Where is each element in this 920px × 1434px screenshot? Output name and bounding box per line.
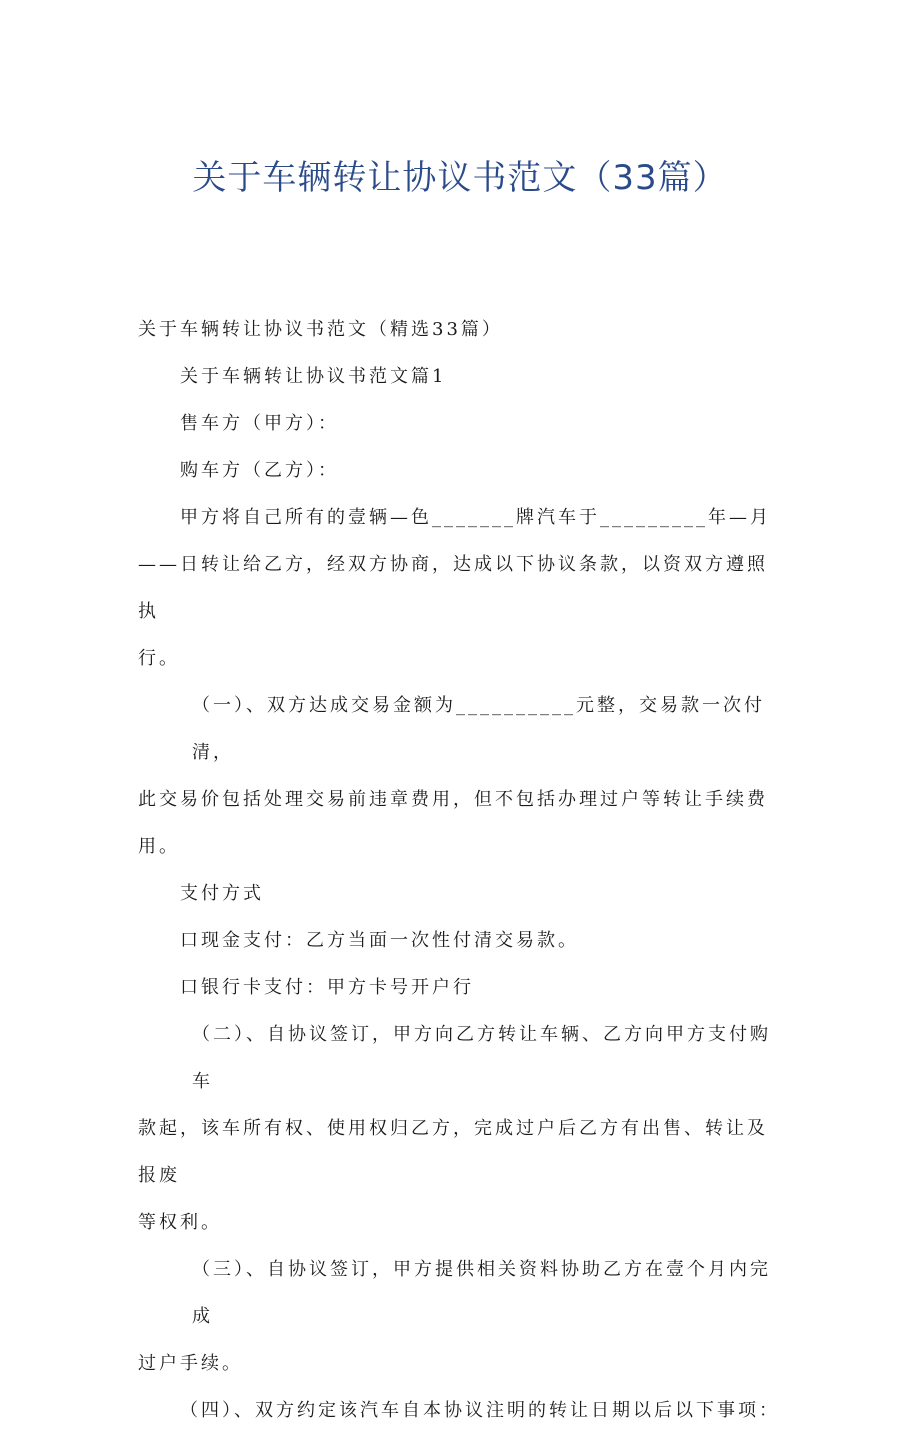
document-title: 关于车辆转让协议书范文（33篇） — [192, 158, 728, 198]
paragraph-line: 等权利。 — [138, 1212, 222, 1233]
card-payment-option: 口银行卡支付：甲方卡号开户行 — [180, 977, 474, 998]
seller-line: 售车方（甲方）： — [180, 413, 339, 434]
payment-method-heading: 支付方式 — [180, 883, 264, 904]
section-heading: 关于车辆转让协议书范文篇1 — [180, 366, 447, 387]
document-body — [138, 306, 788, 1434]
paragraph-line: 甲方将自己所有的壹辆—色_______牌汽车于_________年—月 — [180, 507, 771, 528]
paragraph-line: 款起，该车所有权、使用权归乙方，完成过户后乙方有出售、转让及报废 — [138, 1118, 768, 1186]
clause-two-line: （二）、自协议签订，甲方向乙方转让车辆、乙方向甲方支付购车 — [192, 1024, 771, 1092]
clause-three-line: （三）、自协议签订，甲方提供相关资料协助乙方在壹个月内完成 — [192, 1259, 771, 1327]
paragraph-line: ——日转让给乙方，经双方协商，达成以下协议条款，以资双方遵照执 — [138, 554, 768, 622]
clause-four-line: （四）、双方约定该汽车自本协议注明的转让日期以后以下事项： — [180, 1400, 780, 1421]
subtitle-line: 关于车辆转让协议书范文（精选33篇） — [138, 319, 503, 340]
paragraph-line: 过户手续。 — [138, 1353, 243, 1374]
paragraph-line: 此交易价包括处理交易前违章费用，但不包括办理过户等转让手续费用。 — [138, 789, 768, 857]
paragraph-line: 行。 — [138, 648, 180, 669]
cash-payment-option: 口现金支付：乙方当面一次性付清交易款。 — [180, 930, 579, 951]
clause-one-line: （一）、双方达成交易金额为__________元整，交易款一次付清， — [192, 695, 765, 763]
buyer-line: 购车方（乙方）： — [180, 460, 339, 481]
